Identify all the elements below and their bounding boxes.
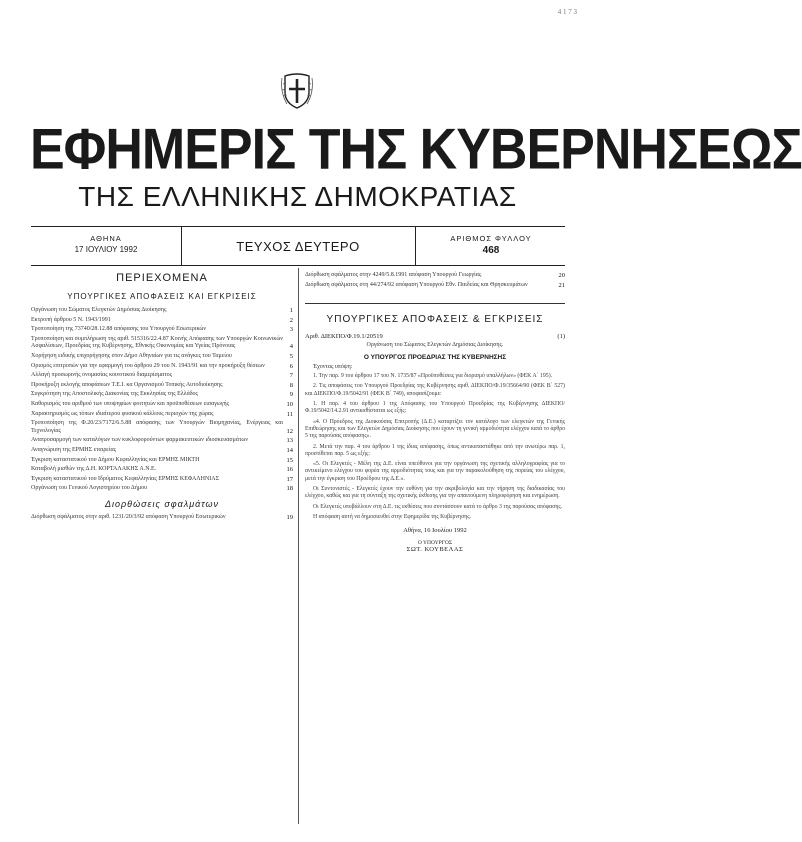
page-mark: 4 1 7 3 bbox=[557, 8, 577, 16]
errata-title: Διορθώσεις σφαλμάτων bbox=[104, 498, 220, 509]
list-item[interactable]: Διόρθωση σφάλματος στη 44/274/92 απόφαση Υπουργού Εθν. Παιδείας και Θρησκευμάτων 21 bbox=[305, 281, 565, 289]
decision-paragraph: «5. Οι Ελεγκτές - Μέλη της Δ.Ε. είναι υπεύθυνοι για την οργάνωση της σχετικής αλληλογραφίας για το αντικείμενο ελέγχου του φορέα της αρμοδιότητας τους και για την παρακολούθηση της πορείας του ελέγχου, μετά την έγκριση του Προέδρου της Δ.Ε.». bbox=[305, 461, 565, 482]
list-item[interactable]: Εκτροπή άρθρου 5 Ν. 1943/1991 2 bbox=[31, 316, 293, 324]
decision-paragraph: 1. Την παρ. 9 του άρθρου 17 του Ν. 1735/87 «Προϋποθέσεις για διορισμό υπαλλήλων» (ΦΕΚ Α΄ 195). bbox=[313, 373, 553, 380]
contents-title: ΠΕΡΙΕΧΟΜΕΝΑ bbox=[116, 272, 208, 284]
list-item[interactable]: Καθορισμός του αριθμού των υποψηφίων φοιτητών και προϋποθέσεων εισαγωγής 10 bbox=[31, 400, 293, 408]
issue-type-cell bbox=[181, 227, 415, 265]
issue-city: ΑΘΗΝΑ bbox=[90, 234, 122, 243]
list-item[interactable]: Καταβολή μισθών της Δ.Η. ΚΟΡΤΑΛΑΚΗΣ Α.Ν.Ε. 16 bbox=[31, 466, 293, 474]
decision-paragraph: Οι Ελεγκτές υποβάλλουν στη Δ.Ε. τις εκθέσεις που συντάσσουν κατά το άρθρο 3 της παρούσας απόφασης. bbox=[313, 503, 563, 510]
decision-paragraph: «4. Ο Πρόεδρος της Διοικούσας Επιτροπής (Δ.Ε.) καταρτίζει τον κατάλογο των ελεγκτών της Γενικής Επιθεώρησης και των Ελεγκτών Δημόσιας Διοίκησης που έχουν τη γενική αρμοδιότητα ελέγχου κατά το άρθρο 5 της παρούσας απόφασης». bbox=[305, 418, 565, 440]
list-item[interactable]: Αλλαγή προσωρινής ονομασίας κοινοτικού διαμερίσματος 7 bbox=[31, 372, 293, 380]
decision-issuer: Ο ΥΠΟΥΡΓΟΣ ΠΡΟΕΔΡΙΑΣ ΤΗΣ ΚΥΒΕΡΝΗΣΗΣ bbox=[363, 354, 507, 362]
contents-section-title: ΥΠΟΥΡΓΙΚΕΣ ΑΠΟΦΑΣΕΙΣ ΚΑΙ ΕΓΚΡΙΣΕΙΣ bbox=[67, 292, 257, 301]
list-item[interactable]: Έγκριση καταστατικού του Δήμου Κεφαλληνίας και ΕΡΜΗΣ ΜΙΚΤΗ 15 bbox=[31, 456, 293, 464]
decisions-heading: ΥΠΟΥΡΓΙΚΕΣ ΑΠΟΦΑΣΕΙΣ & ΕΓΚΡΙΣΕΙΣ bbox=[305, 303, 565, 325]
issue-location-date bbox=[31, 227, 182, 265]
issue-info-bar bbox=[31, 226, 565, 266]
list-item[interactable]: Οργάνωση του Σώματος Ελεγκτών Δημόσιας Διοίκησης 1 bbox=[31, 307, 293, 314]
decision-column bbox=[305, 272, 565, 553]
list-item[interactable]: Αναπροσαρμογή των καταλόγων των κυκλοφορούντων φαρμακευτικών ιδιοσκευασμάτων 13 bbox=[31, 437, 293, 445]
column-divider bbox=[298, 268, 299, 824]
issue-date: 17 ΙΟΥΛΙΟΥ 1992 bbox=[74, 245, 138, 254]
list-item[interactable]: Τροποποίηση της Φ.20/23/7172/6.5.88 απόφασης των Υπουργών Βιομηχανίας, Ενέργειας και Τεχνολογίας 12 bbox=[31, 420, 293, 435]
gazette-title: ΕΦΗΜΕΡΙΣ ΤΗΣ ΚΥΒΕΡΝΗΣΕΩΣ bbox=[30, 118, 802, 182]
list-item[interactable]: Χορήγηση ειδικής επιχορήγησης στον Δήμο Αθηναίων για τις ανάγκες του Ταμείου 5 bbox=[31, 352, 293, 360]
issue-number-label: ΑΡΙΘΜΟΣ ΦΥΛΛΟΥ bbox=[450, 234, 532, 243]
list-item[interactable]: Προκήρυξη εκλογής αποφάσεων Τ.Ε.Ι. κα Οργανισμού Τοπικής Αυτοδιοίκησης 8 bbox=[31, 381, 293, 389]
errata-list bbox=[31, 514, 293, 522]
decision-paragraph: Η απόφαση αυτή να δημοσιευθεί στην Εφημερίδα της Κυβέρνησης. bbox=[313, 513, 471, 520]
decision-index: (1) bbox=[557, 333, 565, 341]
decision-number-line bbox=[305, 333, 565, 340]
greek-coat-of-arms-icon bbox=[281, 72, 313, 110]
decision-paragraph: Οι Συντονιστές - Ελεγκτές έχουν την ευθύνη για την ακριβολογία και την τήρηση της διαδικασίας του ελέγχου, καθώς και για τη σύνταξη της σχετικής έκθεσης για την απαιτούμενη πληροφόρηση και ενημέρωση. bbox=[305, 486, 565, 500]
list-item[interactable]: Συγκρότηση της Αποστολικής Διακονίας της Εκκλησίας της Ελλάδος 9 bbox=[31, 391, 293, 399]
contents-column bbox=[31, 272, 293, 523]
list-item[interactable]: Διόρθωση σφάλματος στην αριθ. 1231/20/3/92 απόφαση Υπουργού Εσωτερικών 19 bbox=[31, 513, 293, 521]
contents-list bbox=[31, 307, 293, 493]
list-item[interactable]: Αναγνώριση της ΕΡΜΗΣ εταιρείας 14 bbox=[31, 446, 293, 454]
decision-paragraph: 2. Μετά την παρ. 4 του άρθρου 1 της ίδιας απόφασης, όπως αντικαταστάθηκε από την ανωτέρω παρ. 1, προστίθεται παρ. 5 ως εξής: bbox=[305, 443, 565, 457]
gazette-subtitle: ΤΗΣ ΕΛΛΗΝΙΚΗΣ ΔΗΜΟΚΡΑΤΙΑΣ bbox=[78, 181, 517, 212]
decision-paragraph: 2. Τις αποφάσεις του Υπουργού Προεδρίας της Κυβέρνησης αριθ. ΔΙΕΚΠΟ/Φ.19/35664/90 (ΦΕΚ Β΄ 527) και ΔΙΕΚΠΟ/Φ.19/5042/91 (ΦΕΚ Β΄ 749), αποφασίζουμε: bbox=[305, 383, 565, 397]
errata-list-continued bbox=[305, 272, 565, 289]
list-item[interactable]: Έγκριση καταστατικού του Ιδρύματος Κεφαλληνίας ΕΡΜΗΣ ΚΕΦΑΛΗΝΙΑΣ 17 bbox=[31, 475, 293, 483]
decision-number: Αριθ. ΔΙΕΚΠΟ/Φ.19.1/20519 bbox=[305, 333, 383, 341]
having-in-mind: Έχοντας υπόψη: bbox=[313, 364, 353, 371]
list-item[interactable]: Ορισμός επιτροπών για την εφαρμογή του άρθρου 29 του Ν. 1943/91 και την προκήρυξη θέσεων 6 bbox=[31, 362, 293, 370]
signature-place-date: Αθήνα, 16 Ιουλίου 1992 bbox=[403, 527, 467, 535]
list-item[interactable]: Τροποποίηση και συμπλήρωση της αριθ. 515316/22.4.87 Κοινής Απόφασης των Υπουργών Κοινωνικών Ασφαλίσεων, Προεδρίας της Κυβέρνησης, Εθνικής Οικονομίας και Υγείας Πρόνοιας 4 bbox=[31, 335, 293, 351]
decision-subject: Οργάνωση του Σώματος Ελεγκτών Δημόσιας Διοίκησης. bbox=[366, 342, 504, 349]
signature-role: Ο ΥΠΟΥΡΓΟΣ bbox=[417, 540, 453, 547]
issue-number-cell bbox=[415, 227, 566, 265]
list-item[interactable]: Χαρακτηρισμός ως τόπων ιδιαίτερου φυσικού κάλλους περιοχών της χώρας 11 bbox=[31, 410, 293, 418]
signature-name: ΣΩΤ. ΚΟΥΒΕΛΑΣ bbox=[406, 546, 464, 554]
list-item[interactable]: Οργάνωση του Γενικού Λογιστηρίου του Δήμου 18 bbox=[31, 485, 293, 493]
decision-paragraph: 1. Η παρ. 4 του άρθρου 1 της Απόφασης του Υπουργού Προεδρίας της Κυβέρνησης ΔΙΕΚΠΟ/Φ.19/5042/14.2.91 αντικαθίσταται ως εξής: bbox=[305, 401, 565, 415]
list-item[interactable]: Διόρθωση σφάλματος στην 4249/5.8.1991 απόφαση Υπουργού Γεωργίας 20 bbox=[305, 272, 565, 279]
issue-type: ΤΕΥΧΟΣ ΔΕΥΤΕΡΟ bbox=[236, 239, 360, 254]
issue-number: 468 bbox=[482, 245, 500, 256]
list-item[interactable]: Τροποποίηση της 73740/28.12.88 απόφασης του Υπουργού Εσωτερικών 3 bbox=[31, 326, 293, 334]
